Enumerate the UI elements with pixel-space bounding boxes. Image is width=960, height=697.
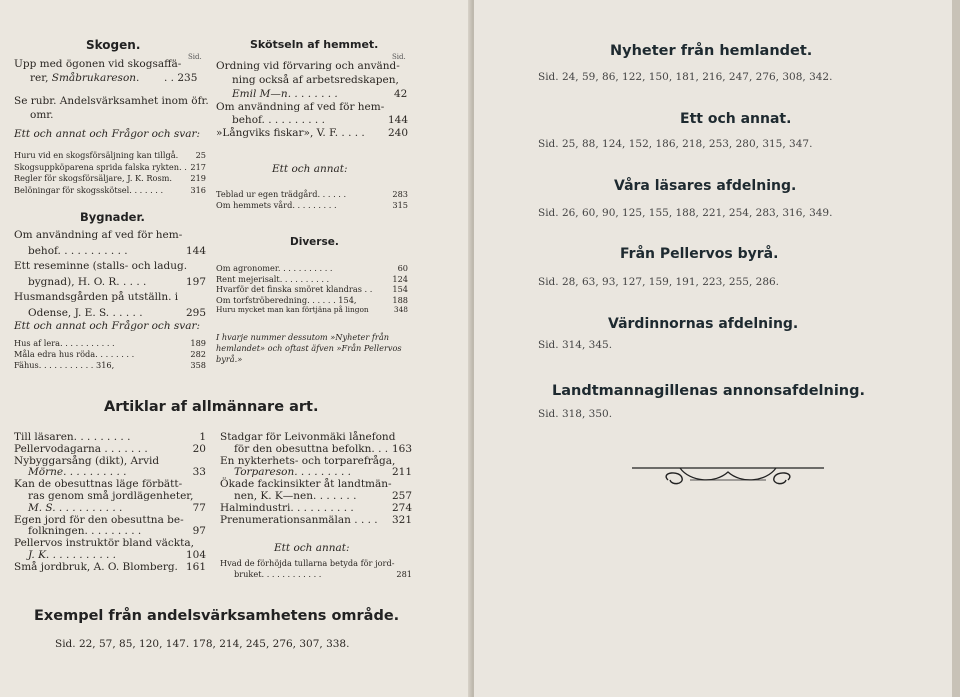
entry-page: 42 <box>394 88 408 100</box>
list-item: Om agronomer. . . . . . . . . . . 60 <box>216 263 408 273</box>
small-entry-list <box>220 558 412 579</box>
list-item: Huru vid en skogsförsäljning kan tillgå. 25 <box>14 150 206 160</box>
list-item: Till läsaren. . . . . . . . . 1 <box>14 431 206 443</box>
italic-subheading: Ett och annat: <box>272 163 348 175</box>
section-pages: Sid. 22, 57, 85, 120, 147. 178, 214, 245, 276, 307, 338. <box>55 638 350 650</box>
list-item: Rent mejerisalt. . . . . . . . . . 124 <box>216 273 408 284</box>
section-pages: Sid. 318, 350. <box>538 408 613 420</box>
list-item: Om hemmets vård. . . . . . . . . 315 <box>216 200 408 210</box>
list-item: Belöningar för skogsskötsel. . . . . . . 316 <box>14 184 206 195</box>
section-heading-bygnader: Bygnader. <box>80 210 145 224</box>
list-item: J. K. . . . . . . . . . . 104 <box>28 548 206 561</box>
article-list <box>14 431 206 573</box>
section-title: Ett och annat. <box>680 111 792 127</box>
entry-line: rer, Småbrukareson. <box>30 72 140 84</box>
scroll-ornament-icon <box>630 462 826 490</box>
entry-line: Ordning vid förvaring och använd- <box>216 60 400 72</box>
list-item: Husmandsgården på utställn. i <box>14 291 179 303</box>
entry-page: . . 235 <box>164 72 198 84</box>
list-item: bruket. . . . . . . . . . . . 281 <box>234 568 412 579</box>
list-item: Små jordbruk, A. O. Blomberg. 161 <box>14 560 206 573</box>
list-item: Regler för skogsförsäljare, J. K. Rosm. 219 <box>14 173 206 183</box>
list-item: Pellervodagarna . . . . . . . 20 <box>14 442 206 455</box>
entry-line: Upp med ögonen vid skogsaffä- <box>14 58 182 70</box>
sid-label: Sid. <box>188 53 202 61</box>
section-heading-artiklar: Artiklar af allmännare art. <box>104 399 319 415</box>
section-pages: Sid. 25, 88, 124, 152, 186, 218, 253, 280, 315, 347. <box>538 138 813 150</box>
section-pages: Sid. 314, 345. <box>538 339 613 351</box>
list-item: behof. . . . . . . . . . . 144 <box>28 244 206 257</box>
list-item: En nykterhets- och torparefråga, <box>220 454 396 467</box>
list-item: Fähus. . . . . . . . . . . 316, 358 <box>14 360 206 370</box>
section-pages: Sid. 24, 59, 86, 122, 150, 181, 216, 247, 276, 308, 342. <box>538 71 833 83</box>
list-item: Måla edra hus röda. . . . . . . . 282 <box>14 349 206 359</box>
section-title: Nyheter från hemlandet. <box>610 43 813 59</box>
list-item: för den obesuttna befolkn. . . 163 <box>234 442 412 455</box>
list-item: Prenumerationsanmälan . . . . 321 <box>220 513 412 526</box>
list-item: Mörne. . . . . . . . . . 33 <box>28 466 206 479</box>
list-item: nen, K. K—nen. . . . . . . 257 <box>234 489 412 502</box>
section-title: Från Pellervos byrå. <box>620 246 779 262</box>
entry-page: 240 <box>388 127 409 139</box>
list-item: folkningen. . . . . . . . . 97 <box>28 525 206 538</box>
small-entry-list <box>216 263 408 316</box>
entry-line: behof. . . . . . . . . . <box>232 114 325 126</box>
list-item: ras genom små jordlägenheter, <box>28 489 194 502</box>
list-item: Hvarför det finska smöret klandras . . 154 <box>216 284 408 294</box>
italic-subheading: Ett och annat: <box>274 542 350 554</box>
sid-label: Sid. <box>392 53 406 61</box>
section-title: Landtmannagillenas annonsafdelning. <box>552 383 866 399</box>
list-item: Ett reseminne (stalls- och ladug. <box>14 260 188 272</box>
small-entry-list <box>14 338 206 371</box>
entry-line: »Långviks fiskar», V. F. . . . . <box>216 127 365 139</box>
entry-page: 144 <box>388 114 409 126</box>
italic-subheading: Ett och annat och Frågor och svar: <box>14 320 201 332</box>
list-item: Halmindustri. . . . . . . . . . 274 <box>220 501 412 514</box>
list-item: Stadgar för Leivonmäki lånefond <box>220 431 396 443</box>
list-item: Om torfströberedning. . . . . . 154, 188 <box>216 294 408 305</box>
section-title: Våra läsares afdelning. <box>614 178 797 194</box>
italic-subheading: Ett och annat och Frågor och svar: <box>14 128 201 140</box>
entry-line: Se rubr. Andelsvärksamhet inom öfr. <box>14 95 209 107</box>
entry-line: Om användning af ved för hem- <box>216 101 385 113</box>
list-item: Egen jord för den obesuttna be- <box>14 513 184 526</box>
entry-line: omr. <box>30 109 54 121</box>
section-pages: Sid. 28, 63, 93, 127, 159, 191, 223, 255, 286. <box>538 276 780 288</box>
section-title: Värdinnornas afdelning. <box>608 316 799 332</box>
list-item: Huru mycket man kan förtjäna på lingon 348 <box>216 305 408 314</box>
list-item: Hus af lera. . . . . . . . . . . 189 <box>14 338 206 348</box>
right-page <box>474 0 960 697</box>
list-item: Hvad de förhöjda tullarna betyda för jord- <box>220 558 395 568</box>
section-heading-skotseln: Skötseln af hemmet. <box>250 38 379 51</box>
section-heading-skogen: Skogen. <box>86 38 141 52</box>
entry-line: Emil M—n. . . . . . . . <box>232 88 338 100</box>
list-item: bygnad), H. O. R. . . . . 197 <box>28 275 206 288</box>
list-item: Om användning af ved för hem- <box>14 229 183 241</box>
note-text: I hvarje nummer dessutom »Nyheter från hemlandet» och oftast äfven »Från Pellervos byrå.» <box>216 332 402 364</box>
list-item: Ökade fackinsikter åt landtmän- <box>220 478 392 491</box>
list-item: Pellervos instruktör bland väckta, <box>14 537 194 550</box>
list-item: Kan de obesuttnas läge förbätt- <box>14 478 183 491</box>
list-item: Skogsuppköparena sprida falska rykten. . 217 <box>14 161 206 172</box>
entry-line: ning också af arbetsredskapen, <box>232 74 399 86</box>
entry-list <box>14 229 206 322</box>
list-item: Odense, J. E. S. . . . . . 295 <box>28 306 206 319</box>
list-item: Teblad ur egen trädgård. . . . . . 283 <box>216 189 408 199</box>
page-edge <box>952 0 960 697</box>
section-heading-diverse: Diverse. <box>290 236 339 248</box>
list-item: Nybyggarsång (dikt), Arvid <box>14 454 160 467</box>
small-entry-list <box>14 150 206 196</box>
list-item: M. S. . . . . . . . . . . 77 <box>28 501 206 514</box>
article-list <box>220 431 412 525</box>
list-item: Torpareson. . . . . . . . . 211 <box>234 466 412 479</box>
section-heading-exempel: Exempel från andelsvärksamhetens område. <box>34 608 400 624</box>
small-entry-list <box>216 189 408 211</box>
section-pages: Sid. 26, 60, 90, 125, 155, 188, 221, 254, 283, 316, 349. <box>538 207 833 219</box>
left-page <box>0 0 472 697</box>
